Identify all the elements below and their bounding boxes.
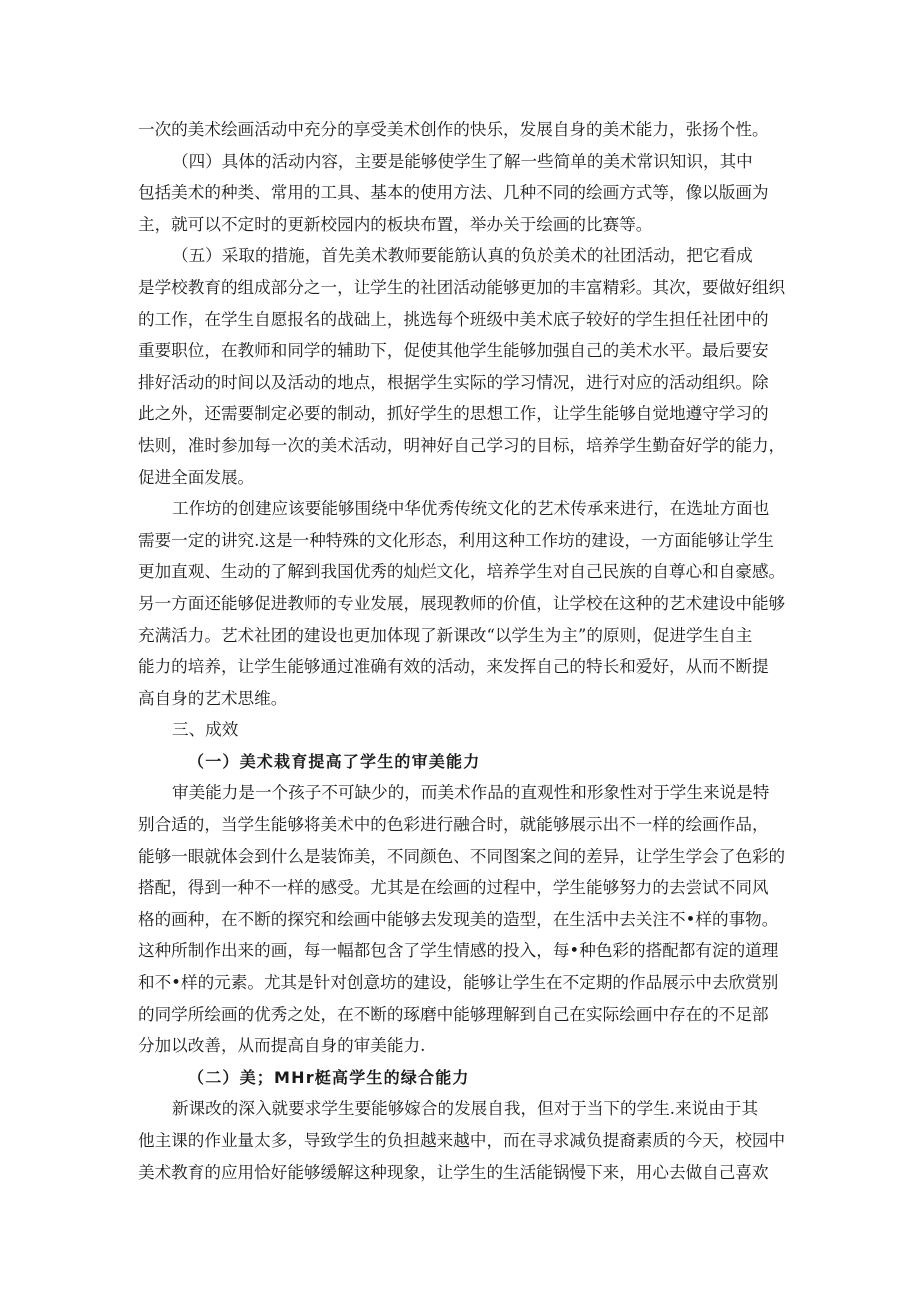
body-line: 别合适的，当学生能够将美术中的色彩进行融合时，就能够展示出不一样的绘画作品， <box>138 815 769 835</box>
body-line: 促进全面发展。 <box>138 467 255 487</box>
body-line: 搭配，得到一种不一样的感受。尤其是在绘画的过程中，学生能够努力的去尝试不同风 <box>138 878 769 898</box>
body-line: （四）具体的活动内容，主要是能够使学生了解一些简单的美术常识知识，其中 <box>172 151 753 171</box>
body-line: 新课改的深入就要求学生要能够嫁合的发展自我，但对于当下的学生.来说由于其 <box>172 1099 759 1119</box>
body-line: 工作坊的创建应该要能够围绕中华优秀传统文化的艺术传承来进行，在选址方面也 <box>172 499 770 519</box>
body-line: 格的画种，在不断的探究和绘画中能够去发现美的造型，在生活中去关注不•样的事物。 <box>138 909 779 929</box>
body-line: 审美能力是一个孩子不可缺少的，而美术作品的直观性和形象性对于学生来说是特 <box>172 783 770 803</box>
body-line: 此之外，还需要制定必要的制动，抓好学生的思想工作，让学生能够自觉地遵守学习的 <box>138 404 769 424</box>
body-line: 包括美术的种类、常用的工具、基本的使用方法、几种不同的绘画方式等，像以版画为 <box>138 183 769 203</box>
body-line: 更加直观、生动的了解到我国优秀的灿烂文化，培养学生对自己民族的自尊心和自豪感。 <box>138 562 786 582</box>
body-line: 的工作，在学生自愿报名的战础上，挑选每个班级中美术底子较好的学生担任社团中的 <box>138 309 769 329</box>
document-body <box>138 114 788 1188</box>
body-line: （五）采取的措施，首先美术教师要能筋认真的负於美术的社团活动，把它看成 <box>172 246 753 266</box>
body-line: 需要一定的讲究.这是一种特殊的文化形态，利用这种工作坊的建设，一方面能够让学生 <box>138 530 774 550</box>
body-line: 的同学所绘画的优秀之处，在不断的琢磨中能够理解到自己在实际绘画中存在的不足部 <box>138 1004 769 1024</box>
body-line: 他主课的作业量太多，导致学生的负担越来越中，而在寻求减负提裔素质的今天，校园中 <box>138 1131 786 1150</box>
body-line: 怯则，准时参加每一次的美术活动，明神好自己学习的目标，培养学生勤奋好学的能力， <box>138 435 786 455</box>
body-line: 充满活力。艺术社团的建设也更加体现了新课改“以学生为主”的原则，促进学生自主 <box>138 625 753 645</box>
body-line: 重要职位，在教师和同学的辅助下，促使其他学生能够加强自己的美术水平。最后要安 <box>138 341 769 361</box>
subsection-heading: （二）美；MHr梃高学生的绿合能力 <box>188 1067 470 1087</box>
body-line: 和不•样的元素。尤其是针对创意坊的建设，能够让学生在不定期的作品展示中去欣赏别 <box>138 973 779 993</box>
body-line: 美术教育的应用恰好能够缓解这种现象，让学生的生活能锅慢下来，用心去做自己喜欢 <box>138 1162 769 1182</box>
body-line: 排好活动的时间以及活动的地点，根据学生实际的学习情况，进行对应的活动组织。除 <box>138 372 769 392</box>
body-line: 能力的培养，让学生能够通过准确有效的活动，来发挥自己的特长和爱好，从而不断提 <box>138 657 769 677</box>
body-line: 是学校教育的组成部分之一，让学生的社团活动能够更加的丰富精彩。其次，要做好组织 <box>138 277 786 297</box>
body-line: 这种所制作出来的画，每一幅都包含了学生情感的投入，每•种色彩的搭配都有淀的道理 <box>138 941 779 961</box>
section-heading: 三、成效 <box>172 720 239 740</box>
subsection-heading: （一）美术栽育提高了学生的审美能力 <box>188 751 481 771</box>
body-line: 高自身的艺术思维。 <box>138 688 288 708</box>
body-line: 能够一眼就体会到什么是装饰美，不同颜色、不同图案之间的差异，让学生学会了色彩的 <box>138 846 786 866</box>
body-line: 一次的美术绘画活动中充分的享受美术创作的快乐，发展自身的美术能力，张扬个性。 <box>138 120 769 139</box>
body-line: 分加以改善，从而提高自身的审美能力. <box>138 1036 426 1056</box>
body-line: 主，就可以不定时的更新校园内的板块布置，举办关于绘画的比赛等。 <box>138 214 653 234</box>
body-line: 另一方面还能够促进教师的专业发展，展现教师的价值，让学校在这种的艺术建设中能够 <box>138 593 786 613</box>
